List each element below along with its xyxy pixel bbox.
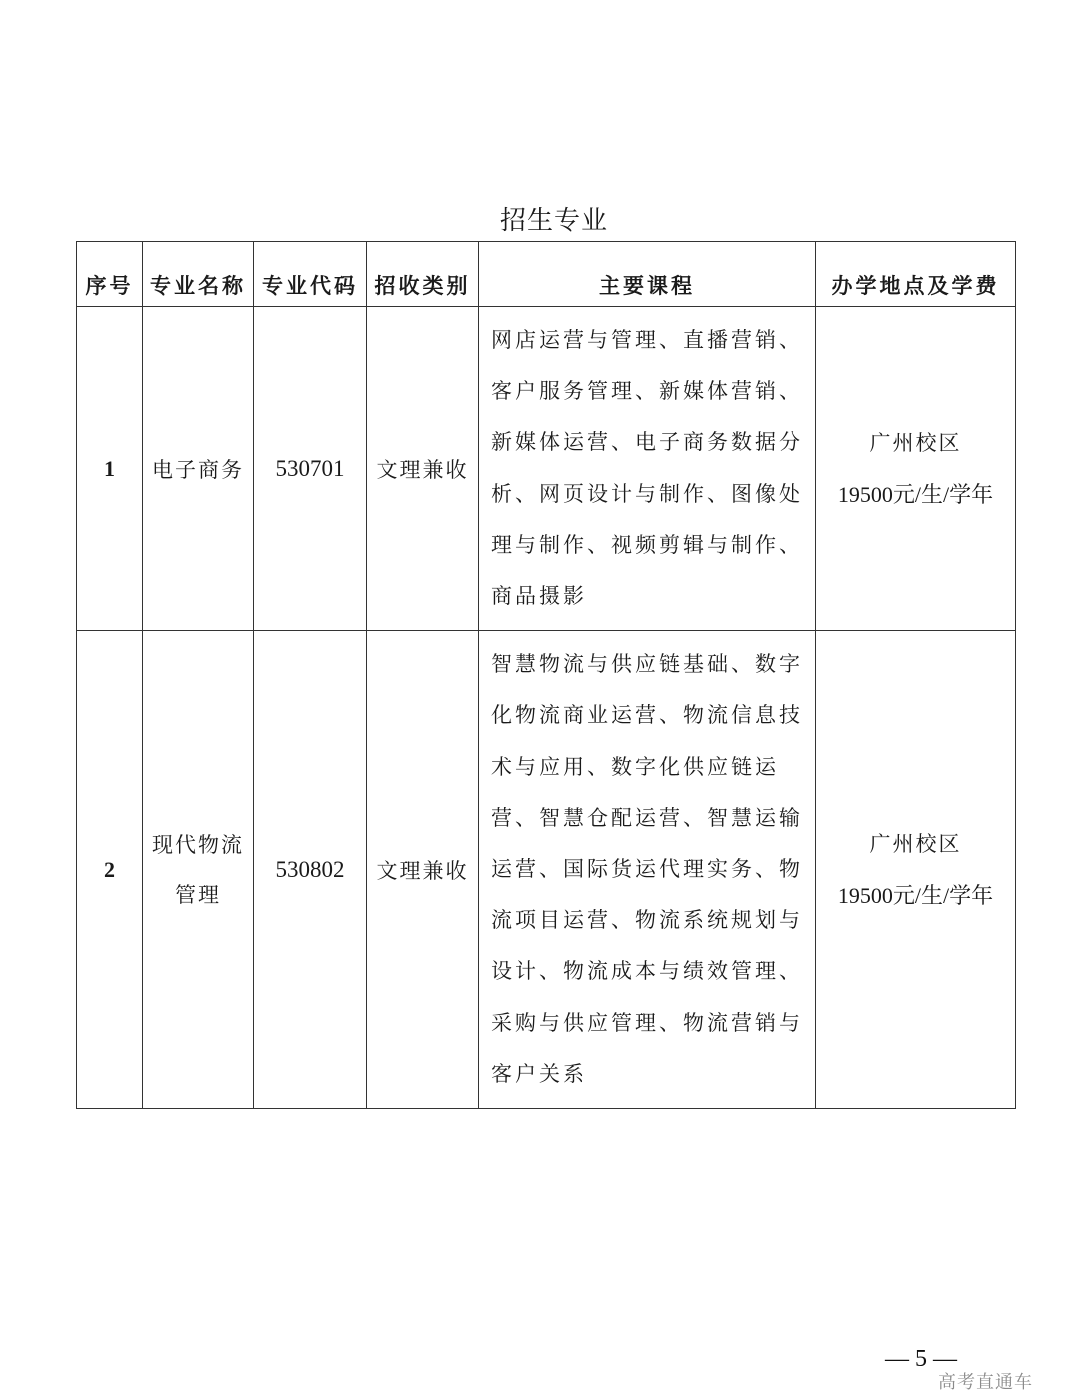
header-category: 招收类别 xyxy=(367,242,479,307)
fee-text: 19500元/生/学年 xyxy=(837,882,994,908)
row-index: 1 xyxy=(77,307,143,631)
table-row xyxy=(77,307,1016,631)
location-text: 广州校区 xyxy=(869,831,962,856)
table-row xyxy=(77,631,1016,1109)
row-courses: 网店运营与管理、直播营销、客户服务管理、新媒体营销、新媒体运营、电子商务数据分析、网页设计与制作、图像处理与制作、视频剪辑与制作、商品摄影 xyxy=(479,307,816,631)
row-location-fee xyxy=(816,307,1016,631)
major-name-text: 电子商务 xyxy=(152,457,244,482)
enrollment-majors-table xyxy=(76,241,1016,1109)
row-category: 文理兼收 xyxy=(367,307,479,631)
page-number: — 5 — xyxy=(885,1346,957,1372)
header-major-code: 专业代码 xyxy=(254,242,367,307)
row-category: 文理兼收 xyxy=(367,631,479,1109)
document-title: 招生专业 xyxy=(499,206,608,236)
major-name-text-line2: 管理 xyxy=(175,882,221,907)
row-location-fee xyxy=(816,631,1016,1109)
row-major-code: 530701 xyxy=(254,307,367,631)
row-major-code: 530802 xyxy=(254,631,367,1109)
table-header-row xyxy=(77,242,1016,307)
fee-text: 19500元/生/学年 xyxy=(837,481,994,507)
row-courses: 智慧物流与供应链基础、数字化物流商业运营、物流信息技术与应用、数字化供应链运营、智慧仓配运营、智慧运输运营、国际货运代理实务、物流项目运营、物流系统规划与设计、物流成本与绩效管理、采购与供应管理、物流营销与客户关系 xyxy=(479,631,816,1109)
header-major-name: 专业名称 xyxy=(143,242,254,307)
watermark-text: 高考直通车 xyxy=(938,1372,1033,1393)
header-courses: 主要课程 xyxy=(479,242,816,307)
row-major-name xyxy=(143,631,254,1109)
header-index: 序号 xyxy=(77,242,143,307)
row-major-name xyxy=(143,307,254,631)
major-name-text: 现代物流 xyxy=(152,832,244,857)
row-index: 2 xyxy=(77,631,143,1109)
location-text: 广州校区 xyxy=(869,430,962,455)
header-location-fee: 办学地点及学费 xyxy=(816,242,1016,307)
